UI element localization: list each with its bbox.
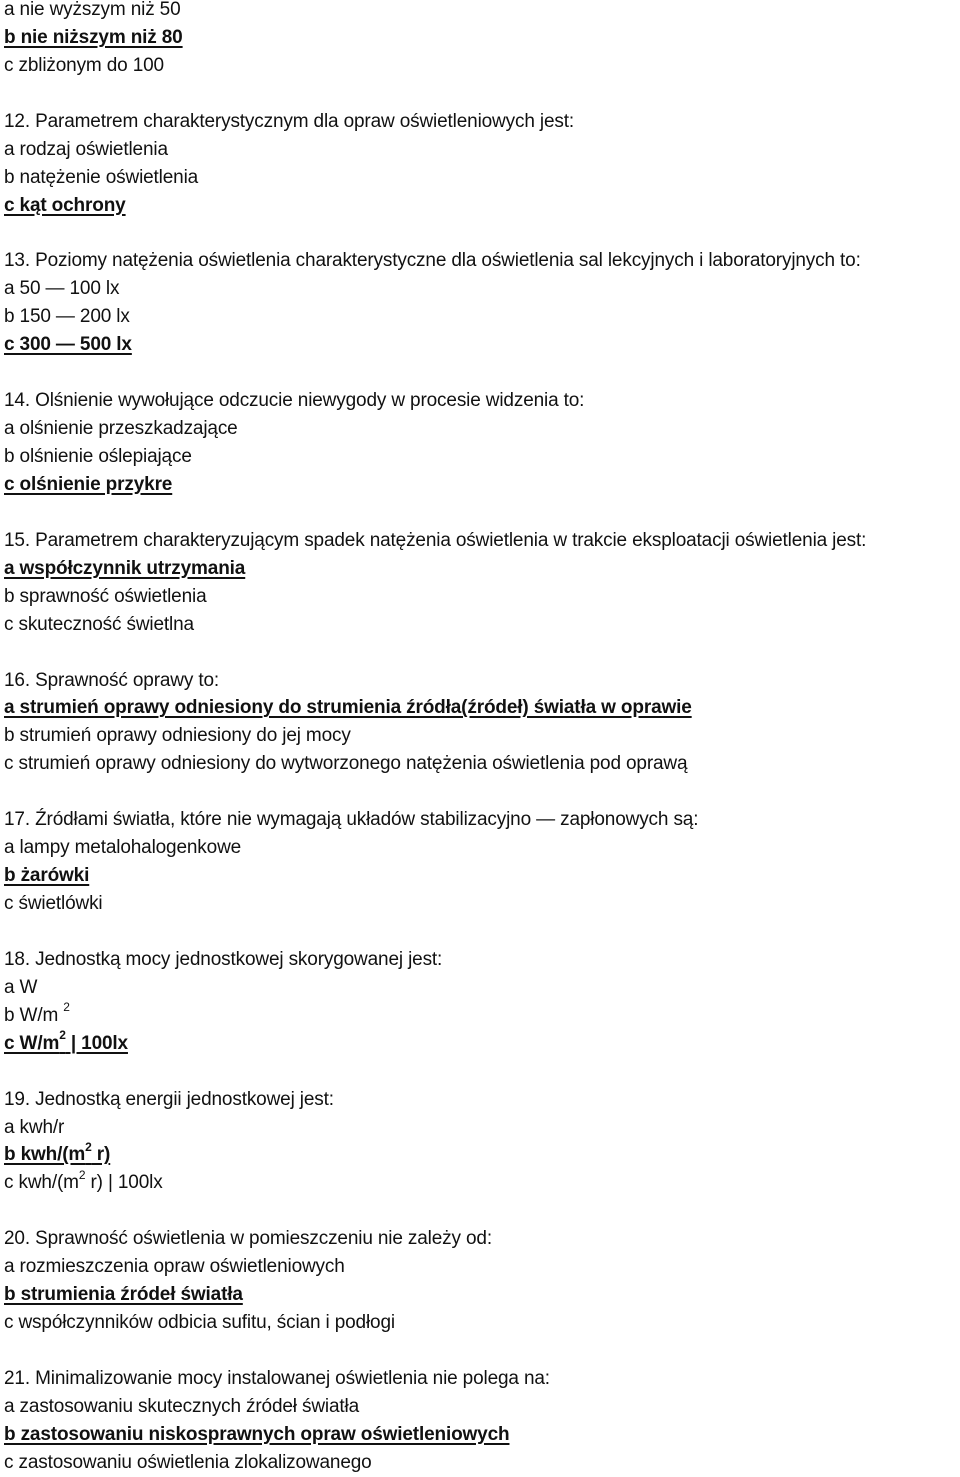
correct-answer-line [4,24,958,52]
question-line [4,108,958,136]
text-run: b kwh/(m [4,1144,86,1166]
answer-line [4,974,958,1002]
text-run: a rozmieszczenia opraw oświetleniowych [4,1256,345,1278]
question-line [4,247,958,275]
question-line [4,1086,958,1114]
answer-line [4,750,958,778]
text-run: b zastosowaniu niskosprawnych opraw oświetleniowych [4,1423,510,1445]
correct-answer-line [4,1030,958,1058]
blank-line [4,220,958,248]
text-run: a 50 — 100 lx [4,278,120,300]
text-run: c strumień oprawy odniesiony do wytworzonego natężenia oświetlenia pod oprawą [4,753,688,775]
blank-line [4,918,958,946]
blank-line [4,1058,958,1086]
question-line [4,667,958,695]
answer-line [4,164,958,192]
answer-line [4,583,958,611]
question-line [4,1225,958,1253]
blank-line [4,1337,958,1365]
text-run: b sprawność oświetlenia [4,585,207,607]
text-run: a zastosowaniu skutecznych źródeł światła [4,1395,360,1417]
correct-answer-line [4,471,958,499]
text-run: a kwh/r [4,1116,65,1138]
answer-line [4,443,958,471]
text-run: a nie wyższym niż 50 [4,0,181,20]
text-run: c 300 — 500 lx [4,334,132,356]
correct-answer-line [4,862,958,890]
answer-line [4,275,958,303]
text-run: c współczynników odbicia sufitu, ścian i podłogi [4,1312,395,1334]
answer-line [4,834,958,862]
answer-line [4,1309,958,1337]
text-run: a strumień oprawy odniesiony do strumienia źródła(źródeł) światła w oprawie [4,697,692,719]
correct-answer-line [4,555,958,583]
correct-answer-line [4,1421,958,1449]
answer-line [4,1449,958,1477]
text-run: b żarówki [4,865,90,887]
question-line [4,387,958,415]
blank-line [4,80,958,108]
answer-line [4,611,958,639]
superscript: 2 [59,1029,66,1043]
text-run: c zbliżonym do 100 [4,54,164,76]
text-run: | 100lx [65,1032,128,1054]
correct-answer-line [4,1281,958,1309]
question-line [4,1365,958,1393]
answer-line [4,1169,958,1197]
text-run: c kąt ochrony [4,194,126,216]
blank-line [4,359,958,387]
text-run: 16. Sprawność oprawy to: [4,669,220,691]
text-run: a rodzaj oświetlenia [4,138,168,160]
answer-line [4,136,958,164]
text-run: a lampy metalohalogenkowe [4,837,242,859]
text-run: b strumień oprawy odniesiony do jej mocy [4,725,351,747]
blank-line [4,1197,958,1225]
question-line [4,806,958,834]
answer-line [4,722,958,750]
text-run: c olśnienie przykre [4,473,173,495]
blank-line [4,639,958,667]
text-run: b natężenie oświetlenia [4,166,199,188]
text-run: b W/m [4,1004,64,1026]
text-run: b 150 — 200 lx [4,306,130,328]
answer-line [4,52,958,80]
text-run: 14. Olśnienie wywołujące odczucie niewygody w procesie widzenia to: [4,390,585,412]
text-run: 20. Sprawność oświetlenia w pomieszczeniu nie zależy od: [4,1228,492,1250]
text-run: r) [91,1144,111,1166]
text-run: c świetlówki [4,893,103,914]
question-line [4,527,958,555]
text-run: a olśnienie przeszkadzające [4,418,238,440]
answer-line [4,0,958,24]
superscript: 2 [78,1169,86,1183]
text-run: c skuteczność świetlna [4,613,194,635]
answer-line [4,1253,958,1281]
text-run: b strumienia źródeł światła [4,1284,243,1306]
text-run: 15. Parametrem charakteryzującym spadek natężenia oświetlenia w trakcie eksploatacji oświetlenia jest: [4,529,867,551]
text-run: c kwh/(m [4,1172,79,1194]
text-run: r) | 100lx [85,1172,163,1194]
superscript: 2 [63,1001,70,1015]
text-run: b nie niższym niż 80 [4,26,183,48]
text-run: 21. Minimalizowanie mocy instalowanej oświetlenia nie polega na: [4,1367,550,1389]
correct-answer-line [4,694,958,722]
answer-line [4,890,958,918]
answer-line [4,303,958,331]
answer-line [4,1002,958,1030]
text-run: 12. Parametrem charakterystycznym dla opraw oświetleniowych jest: [4,110,574,132]
text-run: c zastosowaniu oświetlenia zlokalizowanego [4,1451,372,1473]
blank-line [4,778,958,806]
correct-answer-line [4,1141,958,1169]
correct-answer-line [4,331,958,359]
text-run: b olśnienie oślepiające [4,446,192,467]
text-run: a W [4,976,38,998]
text-run: 18. Jednostką mocy jednostkowej skorygowanej jest: [4,948,443,970]
answer-line [4,1393,958,1421]
text-run: c W/m [4,1032,60,1054]
text-run: 17. Źródłami światła, które nie wymagają układów stabilizacyjno — zapłonowych są: [4,809,699,831]
text-run: 19. Jednostką energii jednostkowej jest: [4,1088,334,1110]
blank-line [4,499,958,527]
correct-answer-line [4,192,958,220]
superscript: 2 [85,1141,92,1155]
text-run: 13. Poziomy natężenia oświetlenia charakterystyczne dla oświetlenia sal lekcyjnych i laboratoryjnych to: [4,250,861,272]
answer-line [4,1114,958,1142]
question-line [4,946,958,974]
text-run: a współczynnik utrzymania [4,557,246,579]
document-body [4,0,958,1477]
answer-line [4,415,958,443]
